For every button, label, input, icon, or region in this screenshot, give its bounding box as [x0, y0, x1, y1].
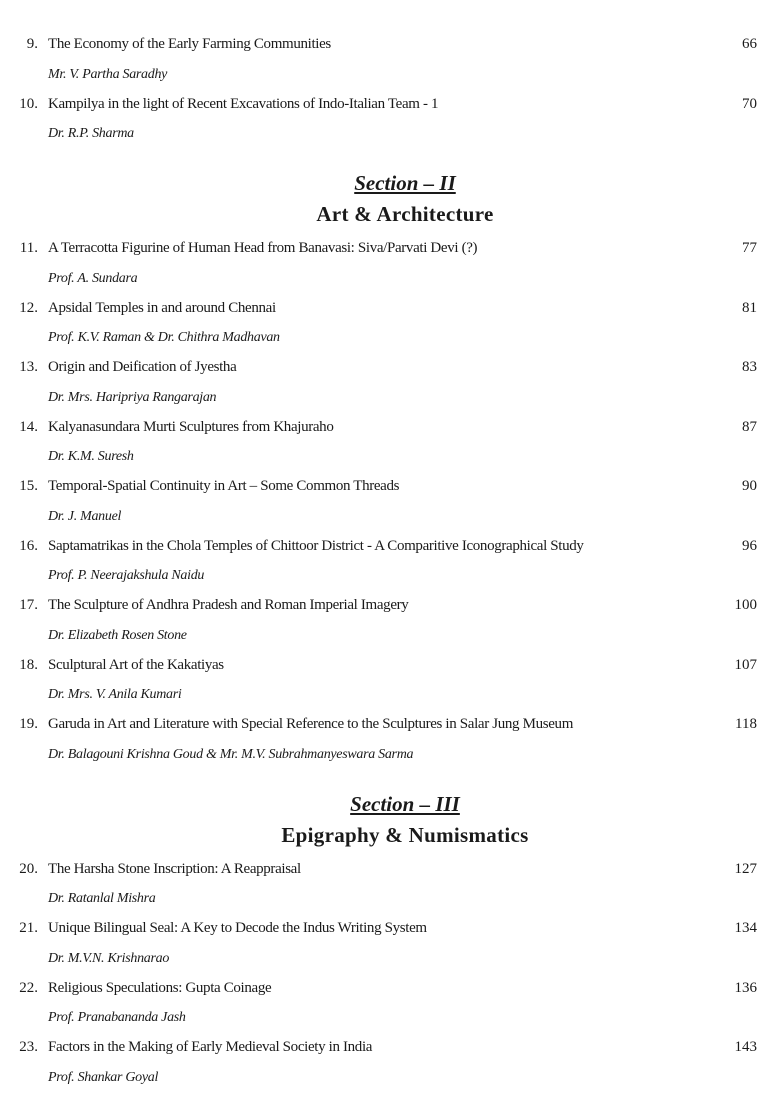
entry-page-number: 143 — [734, 1039, 757, 1055]
entry-number: 10. — [19, 95, 38, 112]
entry-author: Dr. J. Manuel — [48, 508, 122, 524]
entry-title: Unique Bilingual Seal: A Key to Decode the Indus Writing System — [48, 920, 427, 936]
entry-number: 20. — [19, 860, 38, 877]
entry-page-number: 136 — [734, 979, 757, 996]
entry-page-number: 134 — [734, 920, 757, 936]
toc-entry — [0, 413, 780, 473]
entry-author: Mr. V. Partha Saradhy — [48, 66, 168, 82]
entry-number: 11. — [19, 240, 38, 256]
entry-title: Garuda in Art and Literature with Special Reference to the Sculptures in Salar Jung Museum — [48, 716, 574, 732]
entry-number: 14. — [19, 418, 38, 435]
entry-title: Sculptural Art of the Kakatiyas — [48, 656, 224, 673]
entry-number: 18. — [19, 656, 38, 673]
entry-number: 17. — [19, 597, 38, 613]
section-label: Section – II — [354, 171, 456, 195]
entry-author: Dr. Ratanlal Mishra — [48, 891, 156, 907]
entry-author: Prof. K.V. Raman & Dr. Chithra Madhavan — [48, 330, 280, 346]
entry-author: Dr. K.M. Suresh — [48, 449, 134, 465]
entry-page-number: 77 — [742, 240, 757, 256]
entry-page-number: 127 — [734, 860, 757, 877]
toc-entry — [0, 1033, 780, 1093]
entry-author: Prof. Shankar Goyal — [48, 1069, 159, 1085]
entry-page-number: 83 — [742, 359, 757, 375]
entry-page-number: 81 — [742, 299, 757, 316]
entry-page-number: 90 — [742, 478, 757, 494]
entry-number: 21. — [19, 920, 38, 936]
entry-title: Temporal-Spatial Continuity in Art – Some Common Threads — [48, 478, 400, 494]
entry-title: Religious Speculations: Gupta Coinage — [48, 979, 272, 996]
entry-title: The Economy of the Early Farming Communities — [48, 36, 331, 52]
entry-page-number: 100 — [734, 597, 757, 613]
toc-entry — [0, 591, 780, 651]
entry-title: Factors in the Making of Early Medieval Society in India — [48, 1039, 373, 1055]
entry-page-number: 66 — [742, 36, 757, 52]
entry-title: Kalyanasundara Murti Sculptures from Khajuraho — [48, 418, 334, 435]
toc-entry — [0, 974, 780, 1034]
entry-title: A Terracotta Figurine of Human Head from Banavasi: Siva/Parvati Devi (?) — [48, 240, 478, 256]
section-label: Section – III — [350, 791, 460, 816]
entry-title: Saptamatrikas in the Chola Temples of Chittoor District - A Comparitive Iconographical Study — [48, 537, 584, 554]
entry-number: 15. — [19, 478, 38, 494]
entry-number: 9. — [26, 36, 38, 52]
entry-author: Dr. M.V.N. Krishnarao — [48, 950, 170, 966]
toc-entry — [0, 353, 780, 413]
toc-entry — [0, 472, 780, 532]
entry-number: 19. — [19, 716, 38, 732]
section-heading: Epigraphy & Numismatics — [281, 822, 529, 847]
entry-page-number: 107 — [734, 656, 757, 673]
entry-title: Origin and Deification of Jyestha — [48, 359, 237, 375]
entry-title: Kampilya in the light of Recent Excavations of Indo-Italian Team - 1 — [48, 95, 439, 112]
section-header — [0, 770, 780, 855]
entry-number: 22. — [19, 979, 38, 996]
entry-title: The Sculpture of Andhra Pradesh and Roman Imperial Imagery — [48, 597, 409, 613]
entry-author: Dr. Balagouni Krishna Goud & Mr. M.V. Subrahmanyeswara Sarma — [48, 746, 414, 762]
entry-page-number: 70 — [742, 95, 757, 112]
entry-page-number: 87 — [742, 418, 757, 435]
entry-author: Prof. A. Sundara — [48, 270, 138, 286]
entry-number: 23. — [19, 1039, 38, 1055]
entry-author: Dr. R.P. Sharma — [48, 126, 134, 142]
entry-number: 13. — [19, 359, 38, 375]
toc-entry — [0, 294, 780, 354]
toc-entry — [0, 651, 780, 711]
toc-entry — [0, 914, 780, 974]
entry-number: 12. — [19, 299, 38, 316]
section-header — [0, 149, 780, 234]
toc-entry — [0, 234, 780, 294]
entry-author: Dr. Mrs. Haripriya Rangarajan — [48, 389, 217, 405]
entry-page-number: 96 — [742, 537, 757, 554]
toc-entry — [0, 30, 780, 90]
entry-author: Dr. Mrs. V. Anila Kumari — [48, 687, 182, 703]
entry-author: Prof. Pranabananda Jash — [48, 1010, 186, 1026]
entry-number: 16. — [19, 537, 38, 554]
entry-title: The Harsha Stone Inscription: A Reappraisal — [48, 860, 301, 877]
toc-entry — [0, 855, 780, 915]
entry-author: Prof. P. Neerajakshula Naidu — [48, 568, 205, 584]
toc-entry — [0, 90, 780, 150]
toc-entry — [0, 710, 780, 770]
entry-title: Apsidal Temples in and around Chennai — [48, 299, 276, 316]
section-heading: Art & Architecture — [316, 202, 494, 226]
toc-entry — [0, 532, 780, 592]
entry-page-number: 118 — [735, 716, 757, 732]
entry-author: Dr. Elizabeth Rosen Stone — [48, 627, 187, 643]
